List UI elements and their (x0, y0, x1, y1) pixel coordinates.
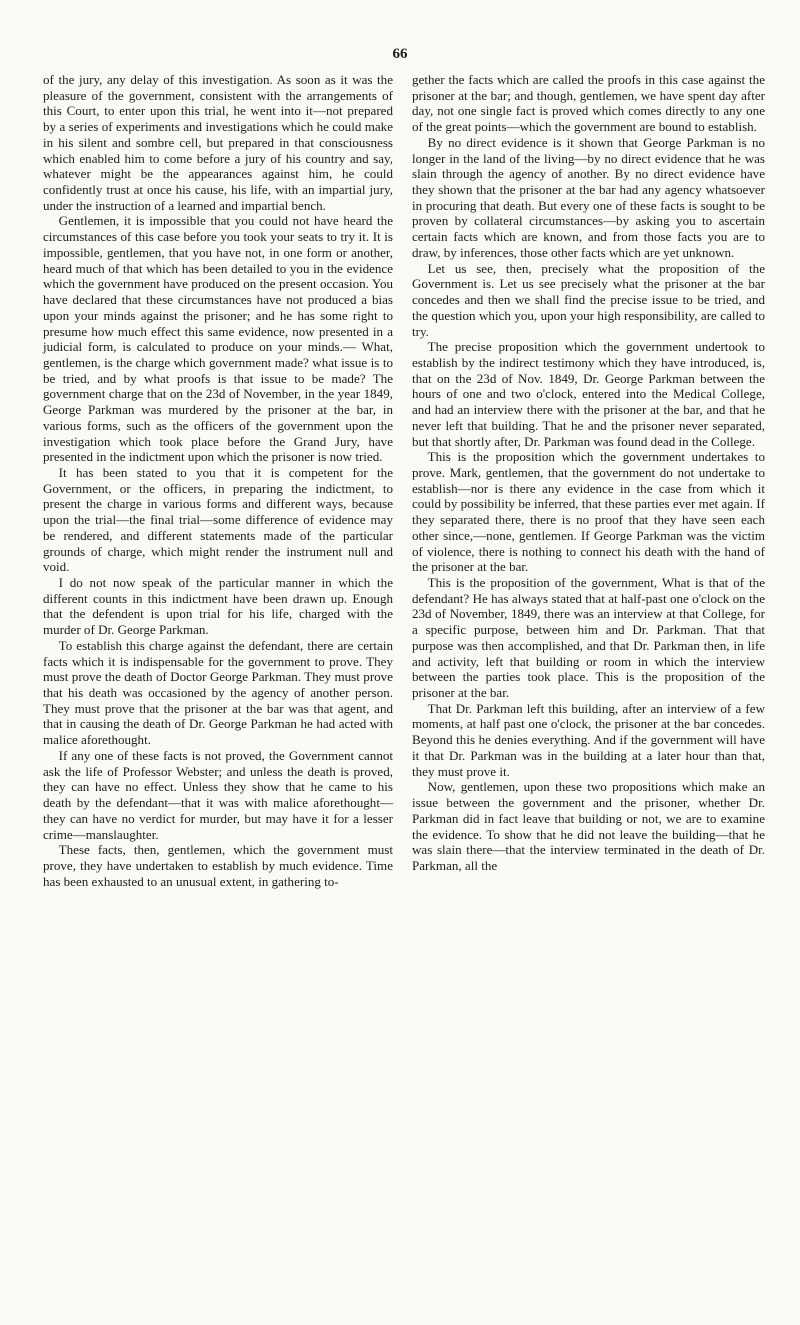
right-column-paragraph: The precise proposition which the government undertook to establish by the indirect testimony which they have introduced, is, that on the 23d of Nov. 1849, Dr. George Parkman between the hours of one and two o'clock, entered into the Medical College, and had an interview there with the prisoner at the bar, and that he never left that building. That he and the prisoner never separated, but that shortly after, Dr. Parkman was found dead in the College. (412, 339, 765, 449)
left-column-paragraph: I do not now speak of the particular manner in which the different counts in this indictment have been drawn up. Enough that the defendent is upon trial for his life, charged with the murder of Dr. George Parkman. (43, 575, 393, 638)
left-column-paragraph: To establish this charge against the defendant, there are certain facts which it is indispensable for the government to prove. They must prove the death of Doctor George Parkman. They must prove that his death was occasioned by the agency of another person. They must prove that the prisoner at the bar was that agent, and that in causing the death of Dr. George Parkman he had acted with malice aforethought. (43, 637, 393, 748)
left-column-paragraph: It has been stated to you that it is competent for the Government, or the officers, in preparing the indictment, to present the charge in various forms and different ways, because upon the trial—the final trial—some difference of evidence may be rendered, and different statements made of the particular grounds of charge, which might render the instrument null and void. (43, 464, 393, 575)
right-column-paragraph: By no direct evidence is it shown that George Parkman is no longer in the land of the living—by no direct evidence that he was slain through the agency of another. By no direct evidence have they shown that the prisoner at the bar had any agency whatsoever in procuring that death. But every one of these facts is sought to be proven by collateral circumstances—by asking you to ascertain certain facts which are known, and from those facts you are to draw, by inferences, those other facts which are yet unknown. (412, 134, 765, 260)
left-column (43, 72, 393, 889)
left-column-paragraph: of the jury, any delay of this investigation. As soon as it was the pleasure of the government, consistent with the arrangements of this Court, to enter upon this trial, he went into it—not prepared by a series of experiments and investigations which he could make in his silent and sombre cell, but prepared in that consciousness which enabled him to come before a jury of his country and say, whatever might be the appearances against him, he could confidently trust at once his cause, his life, with an impartial jury, under the instruction of a learned and impartial bench. (43, 72, 393, 213)
right-column-paragraph: That Dr. Parkman left this building, after an interview of a few moments, at half past one o'clock, the prisoner at the bar concedes. Beyond this he denies everything. And if the government will have it that Dr. Parkman was in the building at a later hour than that, they must prove it. (412, 700, 765, 779)
right-column-paragraph: Let us see, then, precisely what the proposition of the Government is. Let us see precisely what the prisoner at the bar concedes and then we shall find the precise issue to be tried, and the question which you, upon your high responsibility, are called to try. (412, 260, 765, 339)
right-column-paragraph: This is the proposition of the government, What is that of the defendant? He has always stated that at half-past one o'clock on the 23d of November, 1849, there was an interview at that College, for a specific purpose, between him and Dr. Parkman. That that purpose was then accomplished, and that Dr. Parkman then, in life and activity, left that building or room in which the interview between the parties took place. This is the proposition of the prisoner at the bar. (412, 575, 765, 701)
page-number: 66 (392, 46, 408, 62)
right-column-paragraph: Now, gentlemen, upon these two propositions which make an issue between the government and the prisoner, whether Dr. Parkman did in fact leave that building or not, we are to examine the evidence. To show that he did not leave the building—that he was slain there—that the interview terminated in the death of Dr. Parkman, all the (412, 779, 765, 873)
left-column-paragraph: These facts, then, gentlemen, which the government must prove, they have undertaken to establish by much evidence. Time has been exhausted to an unusual extent, in gathering to- (43, 842, 393, 889)
right-column-paragraph: This is the proposition which the government undertakes to prove. Mark, gentlemen, that the government do not undertake to establish—nor is there any evidence in the case from which it could by possibility be inferred, that these parties ever met again. If they separated there, there is no proof that they have seen each other since,—none, gentlemen. If George Parkman was the victim of violence, there is nothing to connect his death with the hand of the prisoner at the bar. (412, 449, 765, 575)
left-column-paragraph: Gentlemen, it is impossible that you could not have heard the circumstances of this case before you took your seats to try it. It is impossible, gentlemen, that you have not, in one form or another, heard much of that which has been detailed to you in the evidence which the government have produced on the present occasion. You have declared that these circumstances have not produced a bias upon your minds against the prisoner; and he has some right to presume how much effect this same evidence, now presented in a judicial form, is calculated to produce on your minds.— What, gentlemen, is the charge which government made? what issue is to be tried, and by what proofs is that issue to be made? The government charge that on the 23d of November, in the year 1849, George Parkman was murdered by the prisoner at the bar, in various forms, such as the officers of the government upon the investigation which took place before the Grand Jury, have presented in the indictment upon which the prisoner is now tried. (43, 213, 393, 465)
right-column-paragraph: gether the facts which are called the proofs in this case against the prisoner at the bar; and though, gentlemen, we have spent day after day, not one single fact is proved which comes directly to any one of the great points—which the government are bound to establish. (412, 72, 765, 135)
left-column-paragraph: If any one of these facts is not proved, the Government cannot ask the life of Professor Webster; and unless the death is proved, they can have no effect. Unless they show that he came to his death by the defendant—that it was with malice aforethought—they can have no verdict for murder, but may have it for a lesser crime—manslaughter. (43, 747, 393, 842)
right-column (412, 72, 765, 874)
